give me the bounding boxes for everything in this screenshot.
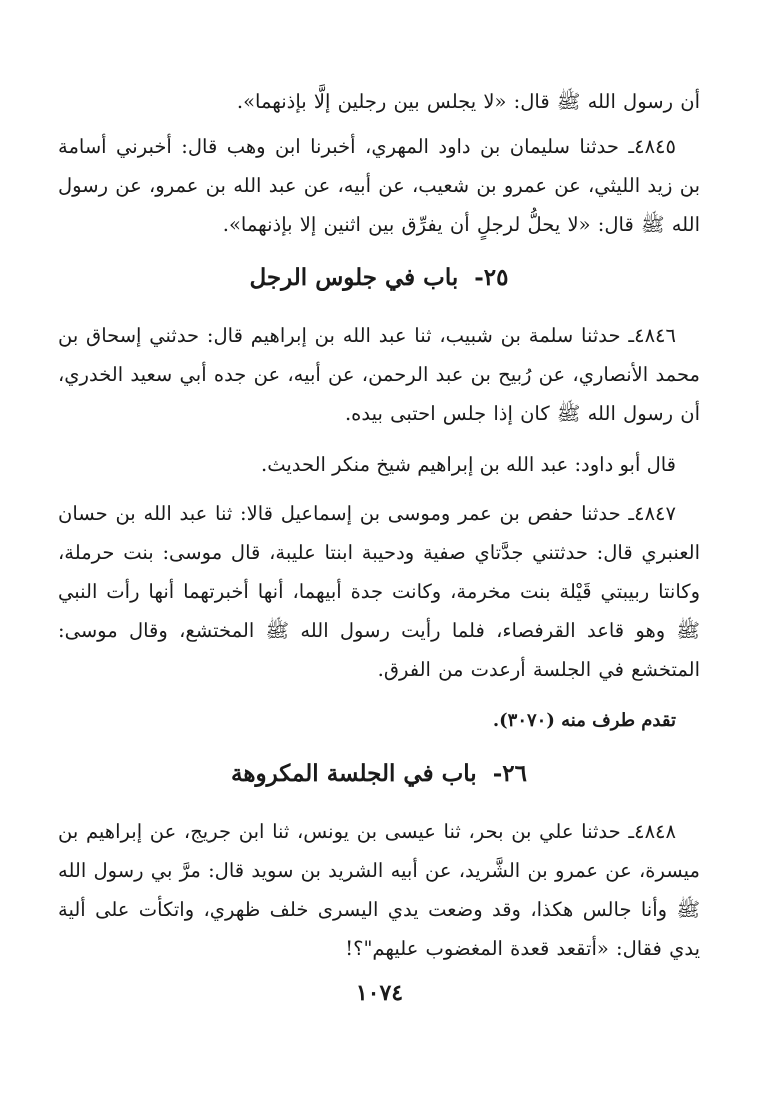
chapter-25-number: ٢٥-	[474, 264, 509, 291]
hadith-4847: ٤٨٤٧ـ حدثنا حفص بن عمر وموسى بن إسماعيل قالا: ثنا عبد الله بن حسان العنبري قال: حدثتني جدَّتاي صفية ودحيبة ابنتا عليبة، قال موسى: بنت حرملة، وكانتا ربيبتي قَيْلة بنت مخرمة، وكانت جدة أبيهما، أنها أخبرتهما أنها رأت النبي ﷺ وهو قاعد القرفصاء، فلما رأيت رسول الله ﷺ المختشع، وقال موسى: المتخشع في الجلسة أرعدت من الفرق.	[58, 502, 700, 681]
chapter-25-heading	[58, 258, 700, 298]
abu-dawud-note: قال أبو داود: عبد الله بن إبراهيم شيخ منكر الحديث.	[261, 453, 676, 476]
cross-reference: تقدم طرف منه (٣٠٧٠).	[492, 710, 676, 731]
intro-paragraph: أن رسول الله ﷺ قال: «لا يجلس بين رجلين إلَّا بإذنهما».	[236, 90, 700, 113]
hadith-4846: ٤٨٤٦ـ حدثنا سلمة بن شبيب، ثنا عبد الله بن إبراهيم قال: حدثني إسحاق بن محمد الأنصاري، عن رُبيح بن عبد الرحمن، عن أبيه، عن جده أبي سعيد الخدري، أن رسول الله ﷺ كان إذا جلس احتبى بيده.	[58, 324, 700, 425]
chapter-26-title: باب في الجلسة المكروهة	[231, 760, 477, 787]
chapter-26-number: ٢٦-	[492, 760, 527, 787]
hadith-4845: ٤٨٤٥ـ حدثنا سليمان بن داود المهري، أخبرنا ابن وهب قال: أخبرني أسامة بن زيد الليثي، عن عمرو بن شعيب، عن أبيه، عن عبد الله بن عمرو، عن رسول الله ﷺ قال: «لا يحلُّ لرجلٍ أن يفرِّق بين اثنين إلا بإذنهما».	[58, 135, 700, 236]
book-page	[58, 82, 700, 980]
chapter-25-title: باب في جلوس الرجل	[249, 264, 459, 291]
page-number: ١٠٧٤	[355, 980, 404, 1006]
hadith-4848: ٤٨٤٨ـ حدثنا علي بن بحر، ثنا عيسى بن يونس، ثنا ابن جريج، عن إبراهيم بن ميسرة، عن عمرو بن الشَّريد، عن أبيه الشريد بن سويد قال: مرَّ بي رسول الله ﷺ وأنا جالس هكذا، وقد وضعت يدي اليسرى خلف ظهري، واتكأت على ألية يدي فقال: «أتقعد قعدة المغضوب عليهم"؟!	[58, 820, 700, 960]
chapter-26-heading	[58, 754, 700, 794]
